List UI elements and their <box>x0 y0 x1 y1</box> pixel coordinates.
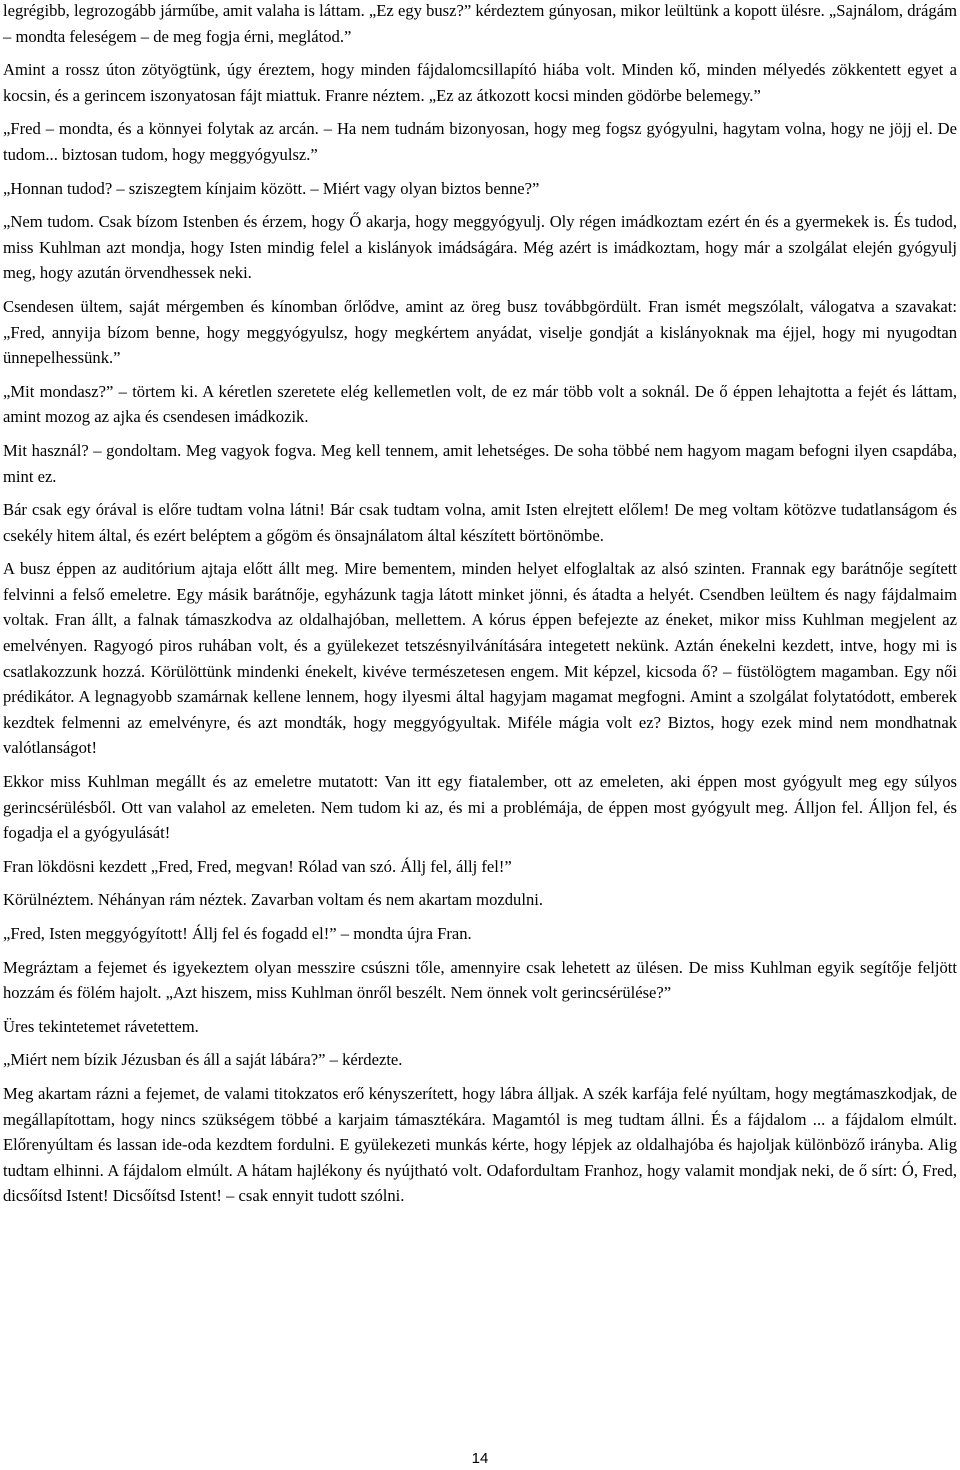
paragraph: „Mit mondasz?” – törtem ki. A kéretlen szeretete elég kellemetlen volt, de ez már több volt a soknál. De ő éppen lehajtotta a fejét és láttam, amint mozog az ajka és csendesen imádkozik. <box>3 381 957 427</box>
paragraph: Meg akartam rázni a fejemet, de valami titokzatos erő kényszerített, hogy lábra álljak. A szék karfája felé nyúltam, hogy megtámaszkodjak, de megállapítottam, hogy nincs szükségem többé a karjaim támasztékára. Magamtól is meg tudtam állni. És a fájdalom ... a fájdalom elmúlt. Előrenyúltam és lassan ide-oda kezdtem fordulni. E gyülekezeti munkás kérte, hogy lépjek az oldalhajóba és hajoljak különböző irányba. Alig tudtam elhinni. A fájdalom elmúlt. A hátam hajlékony és nyújtható volt. Odafordultam Franhoz, hogy valamit mondjak neki, de ő sírt: Ó, Fred, dicsőítsd Istent! Dicsőítsd Istent! – csak ennyit tudott szólni. <box>3 1083 957 1206</box>
paragraph: A busz éppen az auditórium ajtaja előtt állt meg. Mire bementem, minden helyet elfoglaltak az alsó szinten. Frannak egy barátnője segített felvinni a felső emeletre. Egy másik barátnője, egyházunk tagja látott minket jönni, és átadta a helyét. Csendben leültem és nagy fájdalmaim voltak. Fran állt, a falnak támaszkodva az oldalhajóban, mellettem. A kórus éppen befejezte az éneket, mikor miss Kuhlman megjelent az emelvényen. Ragyogó piros ruhában volt, és a gyülekezet tetszésnyilvánítására integetett nekünk. Aztán énekelni kezdett, intve, hogy mi is csatlakozzunk hozzá. Körülöttünk mindenki énekelt, kivéve természetesen engem. Mit képzel, kicsoda ő? – füstölögtem magamban. Egy női prédikátor. A legnagyobb szamárnak kellene lennem, hogy ilyesmi által hagyjam magamat megfogni. Amint a szolgálat folytatódott, emberek kezdtek felmenni az emelvényre, és azt mondták, hogy meggyógyultak. Miféle mágia volt ez? Biztos, hogy ezek mind nem mondhatnak valótlanságot! <box>3 559 957 758</box>
paragraph: Amint a rossz úton zötyögtünk, úgy éreztem, hogy minden fájdalomcsillapító hiába volt. Minden kő, minden mélyedés zökkentett egyet a kocsin, és a gerincem iszonyatosan fájt miattuk. Franre néztem. „Ez az átkozott kocsi minden gödörbe belemegy.” <box>3 60 957 105</box>
paragraph: Üres tekintetemet rávetettem. <box>3 1016 199 1036</box>
paragraph: Körülnéztem. Néhányan rám néztek. Zavarban voltam és nem akartam mozdulni. <box>3 890 544 910</box>
paragraph: Ekkor miss Kuhlman megállt és az emeletre mutatott: Van itt egy fiatalember, ott az emeleten, aki éppen most gyógyult meg egy súlyos gerincsérülésből. Ott van valahol az emeleten. Nem tudom ki az, és mi a problémája, de éppen most gyógyult meg. Álljon fel. Álljon fel, és fogadja el a gyógyulását! <box>3 772 957 843</box>
paragraph: Mit használ? – gondoltam. Meg vagyok fogva. Meg kell tennem, amit lehetséges. De soha többé nem hagyom magam befogni ilyen csapdába, mint ez. <box>3 440 957 486</box>
paragraph: „Honnan tudod? – sziszegtem kínjaim között. – Miért vagy olyan biztos benne?” <box>3 178 540 198</box>
paragraph: Bár csak egy órával is előre tudtam volna látni! Bár csak tudtam volna, amit Isten elrejtett előlem! De meg voltam kötözve tudatlanságom és csekély hitem által, és ezért beléptem a gőgöm és önsajnálatom által készített börtönömbe. <box>3 500 957 545</box>
paragraph: legrégibb, legrozogább járműbe, amit valaha is láttam. „Ez egy busz?” kérdeztem gúnyosan, mikor leültünk a kopott ülésre. „Sajnálom, drágám – mondta feleségem – de meg fogja érni, meglátod.” <box>3 1 957 46</box>
paragraph: „Fred – mondta, és a könnyei folytak az arcán. – Ha nem tudnám bizonyosan, hogy meg fogsz gyógyulni, hagytam volna, hogy ne jöjj el. De tudom... biztosan tudom, hogy meggyógyulsz.” <box>3 119 957 164</box>
paragraph: „Nem tudom. Csak bízom Istenben és érzem, hogy Ő akarja, hogy meggyógyulj. Oly régen imádkoztam ezért én és a gyermekek is. És tudod, miss Kuhlman azt mondja, hogy Isten mindig felel a kislányok imádságára. Még azért is imádkoztam, hogy már a szolgálat elején gyógyulj meg, hogy azután örvendhessek neki. <box>3 212 957 283</box>
paragraph: „Fred, Isten meggyógyított! Állj fel és fogadd el!” – mondta újra Fran. <box>3 924 472 943</box>
paragraph: Csendesen ültem, saját mérgemben és kínomban őrlődve, amint az öreg busz továbbgördült. Fran ismét megszólalt, válogatva a szavakat: „Fred, annyija bízom benne, hogy meggyógyulsz, hogy megkértem anyádat, viselje gondját a kislányoknak ma éjjel, hogy mi nyugodtan ünnepelhessünk.” <box>3 296 957 368</box>
paragraph: Megráztam a fejemet és igyekeztem olyan messzire csúszni tőle, amennyire csak lehetett az ülésen. De miss Kuhlman egyik segítője feljött hozzám és fölém hajolt. „Azt hiszem, miss Kuhlman önről beszélt. Nem önnek volt gerincsérülése?” <box>3 957 957 1003</box>
paragraph: „Miért nem bízik Jézusban és áll a saját lábára?” – kérdezte. <box>3 1050 403 1070</box>
paragraph: Fran lökdösni kezdett „Fred, Fred, megvan! Rólad van szó. Állj fel, állj fel!” <box>3 856 512 876</box>
page-number: 14 <box>471 1450 489 1467</box>
